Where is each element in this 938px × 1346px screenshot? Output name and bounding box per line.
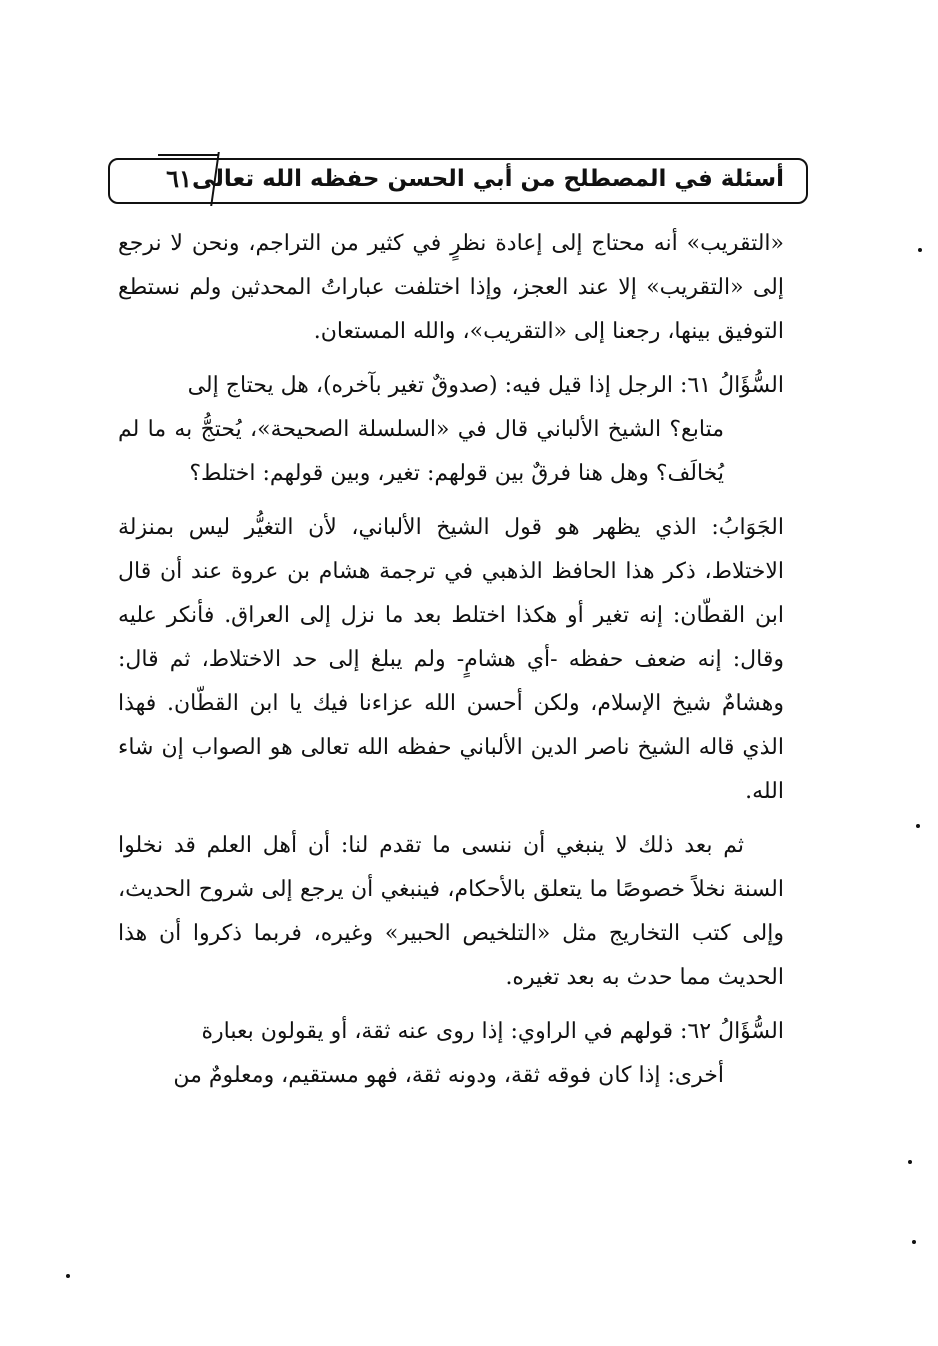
scan-speck: [916, 824, 920, 828]
question-62-rest: أخرى: إذا كان فوقه ثقة، ودونه ثقة، فهو مستقيم، ومعلومٌ من: [173, 1063, 724, 1088]
question-61-label: السُّؤَالُ ٦١:: [680, 373, 784, 398]
page-number: ٦١: [166, 164, 192, 193]
running-header: [108, 158, 808, 204]
question-62-label: السُّؤَالُ ٦٢:: [680, 1019, 784, 1044]
question-61: [118, 364, 784, 496]
book-title: أسئلة في المصطلح من أبي الحسن حفظه الله تعالى: [191, 166, 784, 192]
answer-61-label: الجَوَابُ:: [711, 515, 784, 540]
question-61-first-line: الرجل إذا قيل فيه: (صدوقٌ تغير بآخره)، هل يحتاج إلى: [187, 373, 674, 398]
paragraph-continuation: «التقريب» أنه محتاج إلى إعادة نظرٍ في كثير من التراجم، ونحن لا نرجع إلى «التقريب» إلا عند العجز، وإذا اختلفت عباراتُ المحدثين ولم نستطع التوفيق بينها، رجعنا إلى «التقريب»، والله المستعان.: [118, 231, 784, 344]
answer-61: [118, 506, 784, 814]
question-62-first-line: قولهم في الراوي: إذا روى عنه ثقة، أو يقولون بعبارة: [201, 1019, 674, 1044]
scan-speck: [912, 1240, 916, 1244]
scan-speck: [918, 248, 922, 252]
scan-speck: [908, 1160, 912, 1164]
body-text: [118, 222, 784, 1108]
answer-61-text: الذي يظهر هو قول الشيخ الألباني، لأن التغيُّر ليس بمنزلة الاختلاط، ذكر هذا الحافظ الذهبي في ترجمة هشام بن عروة عند أن قال ابن القطّان: إنه تغير أو هكذا اختلط بعد ما نزل إلى العراق. فأنكر عليه وقال: إنه ضعف حفظه -أي هشامٍ- ولم يبلغ إلى حد الاختلاط، ثم قال: وهشامٌ شيخ الإسلام، ولكن أحسن الله عزاءنا فيك يا ابن القطّان. فهذا الذي قاله الشيخ ناصر الدين الألباني حفظه الله تعالى هو الصواب إن شاء الله.: [118, 515, 784, 804]
question-62: [118, 1010, 784, 1098]
question-61-rest: متابع؟ الشيخ الألباني قال في «السلسلة الصحيحة»، يُحتجُّ به ما لم يُخالَف؟ وهل هنا فرقٌ بين قولهم: تغير، وبين قولهم: اختلط؟: [118, 417, 724, 486]
header-tab-line: [158, 154, 218, 156]
scan-speck: [66, 1274, 70, 1278]
paragraph-after-answer: ثم بعد ذلك لا ينبغي أن ننسى ما تقدم لنا: أن أهل العلم قد نخلوا السنة نخلاً خصوصًا ما يتعلق بالأحكام، فينبغي أن يرجع إلى شروح الحديث، وإلى كتب التخاريج مثل «التلخيص الحبير» وغيره، فربما ذكروا أن هذا الحديث مما حدث به بعد تغيره.: [118, 833, 784, 990]
